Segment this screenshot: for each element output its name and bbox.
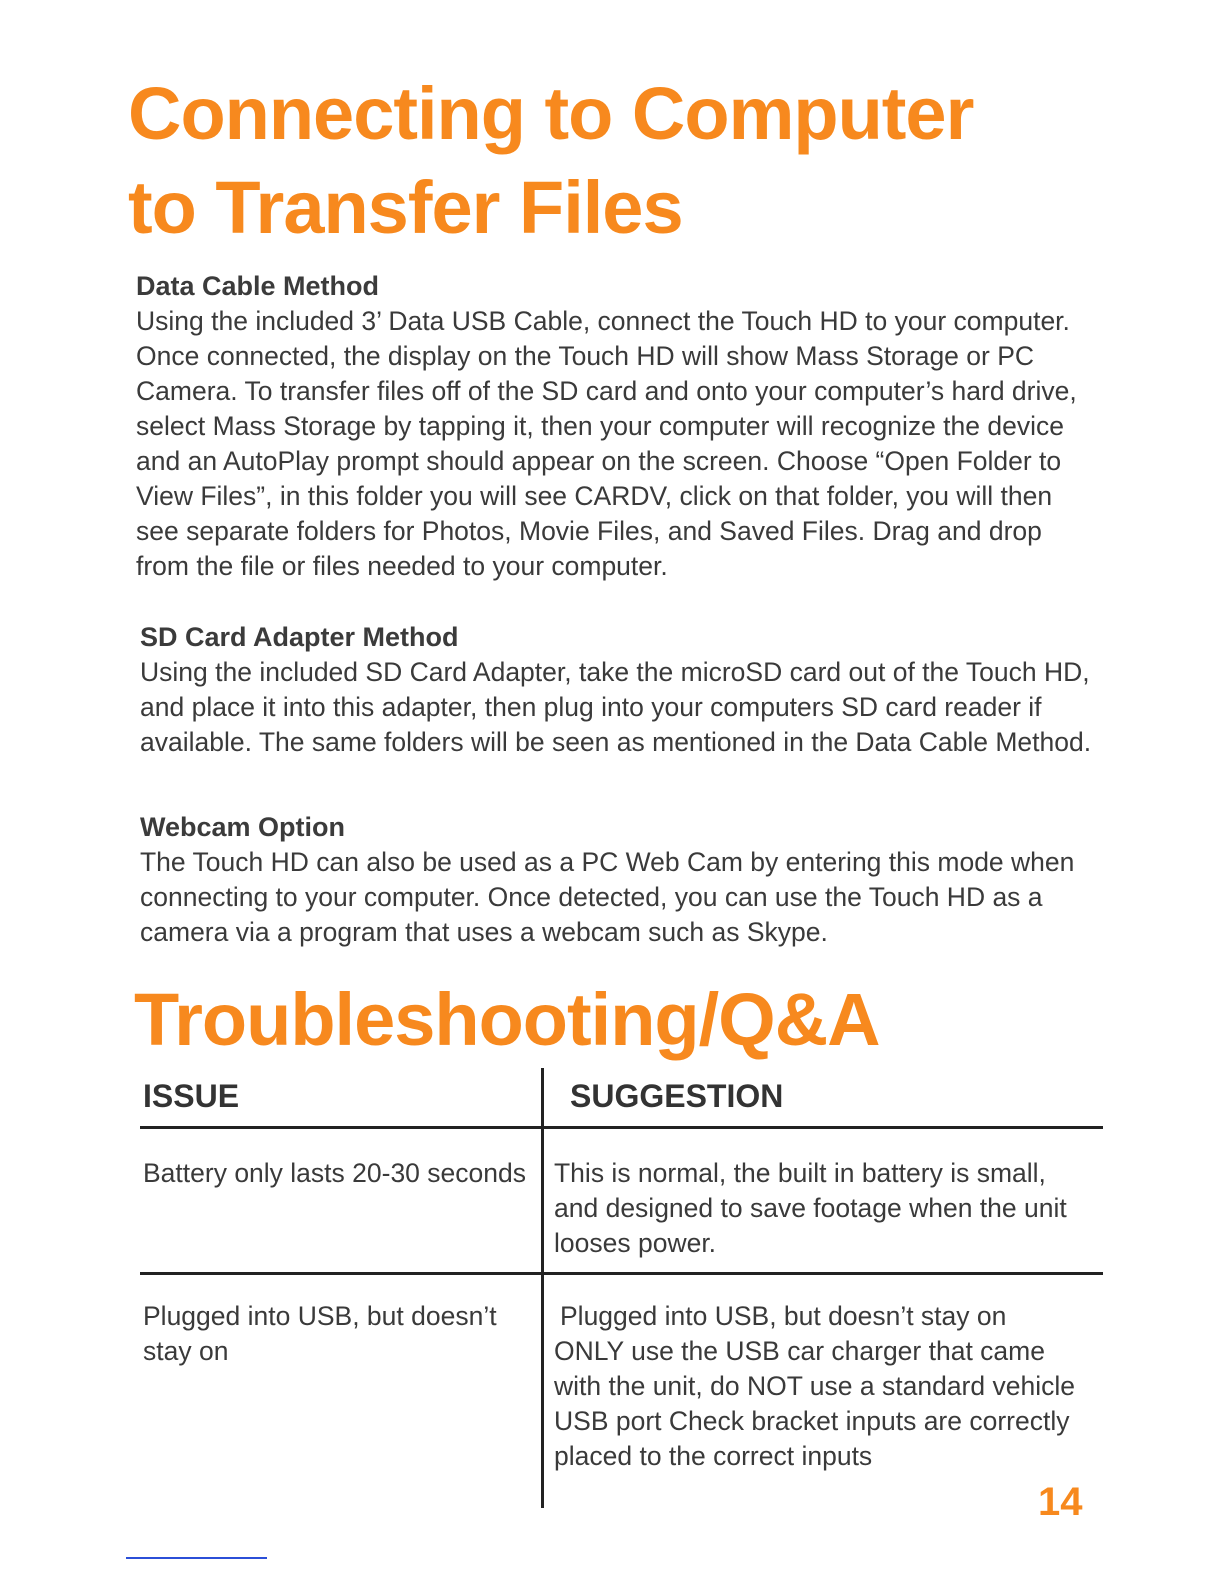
page-number: 14 — [1038, 1480, 1083, 1524]
table-header-issue: ISSUE — [143, 1078, 240, 1114]
table-cell-suggestion: This is normal, the built in battery is small, and designed to save footage when the unit looses power. — [554, 1158, 1067, 1258]
section-body: Using the included 3’ Data USB Cable, connect the Touch HD to your computer. Once connected, the display on the Touch HD will show Mass Storage or PC Camera. To transfer files off of the SD card and onto your computer’s hard drive, select Mass Storage by tapping it, then your computer will recognize the device and an AutoPlay prompt should appear on the screen. Choose “Open Folder to View Files”, in this folder you will see CARDV, click on that folder, you will then see separate folders for Photos, Movie Files, and Saved Files. Drag and drop from the file or files needed to your computer. — [136, 306, 1077, 581]
table-cell-issue: Battery only lasts 20-30 seconds — [143, 1158, 526, 1188]
section-heading: Data Cable Method — [136, 271, 380, 301]
table-header-rule — [140, 1126, 1103, 1129]
table-row-rule — [140, 1272, 1103, 1275]
section-heading: SD Card Adapter Method — [140, 622, 459, 652]
suggestion-text: ONLY use the USB car charger that came with the unit, do NOT use a standard vehicle USB port Check bracket inputs are correctly placed to the correct inputs — [554, 1336, 1075, 1471]
table-cell-issue: Plugged into USB, but doesn’t stay on — [143, 1301, 497, 1366]
troubleshooting-title: Troubleshooting/Q&A — [134, 978, 880, 1061]
section-sd-card-adapter-method — [140, 621, 1100, 760]
section-webcam-option — [140, 811, 1100, 950]
table-column-divider — [541, 1068, 544, 1508]
section-data-cable-method — [136, 270, 1096, 584]
page-title-line-2: to Transfer Files — [128, 166, 683, 249]
table-header-suggestion: SUGGESTION — [570, 1078, 784, 1114]
suggestion-lead-line: Plugged into USB, but doesn’t stay on — [560, 1301, 1007, 1331]
page-title-line-1: Connecting to Computer — [128, 72, 974, 155]
table-cell-suggestion — [554, 1299, 1094, 1474]
section-body: Using the included SD Card Adapter, take the microSD card out of the Touch HD, and place it into this adapter, then plug into your computers SD card reader if available. The same folders will be seen as mentioned in the Data Cable Method. — [140, 657, 1092, 757]
section-heading: Webcam Option — [140, 812, 346, 842]
section-body: The Touch HD can also be used as a PC Web Cam by entering this mode when connecting to your computer. Once detected, you can use the Touch HD as a camera via a program that uses a webcam such as Skype. — [140, 847, 1075, 947]
footer-rule — [126, 1557, 267, 1559]
